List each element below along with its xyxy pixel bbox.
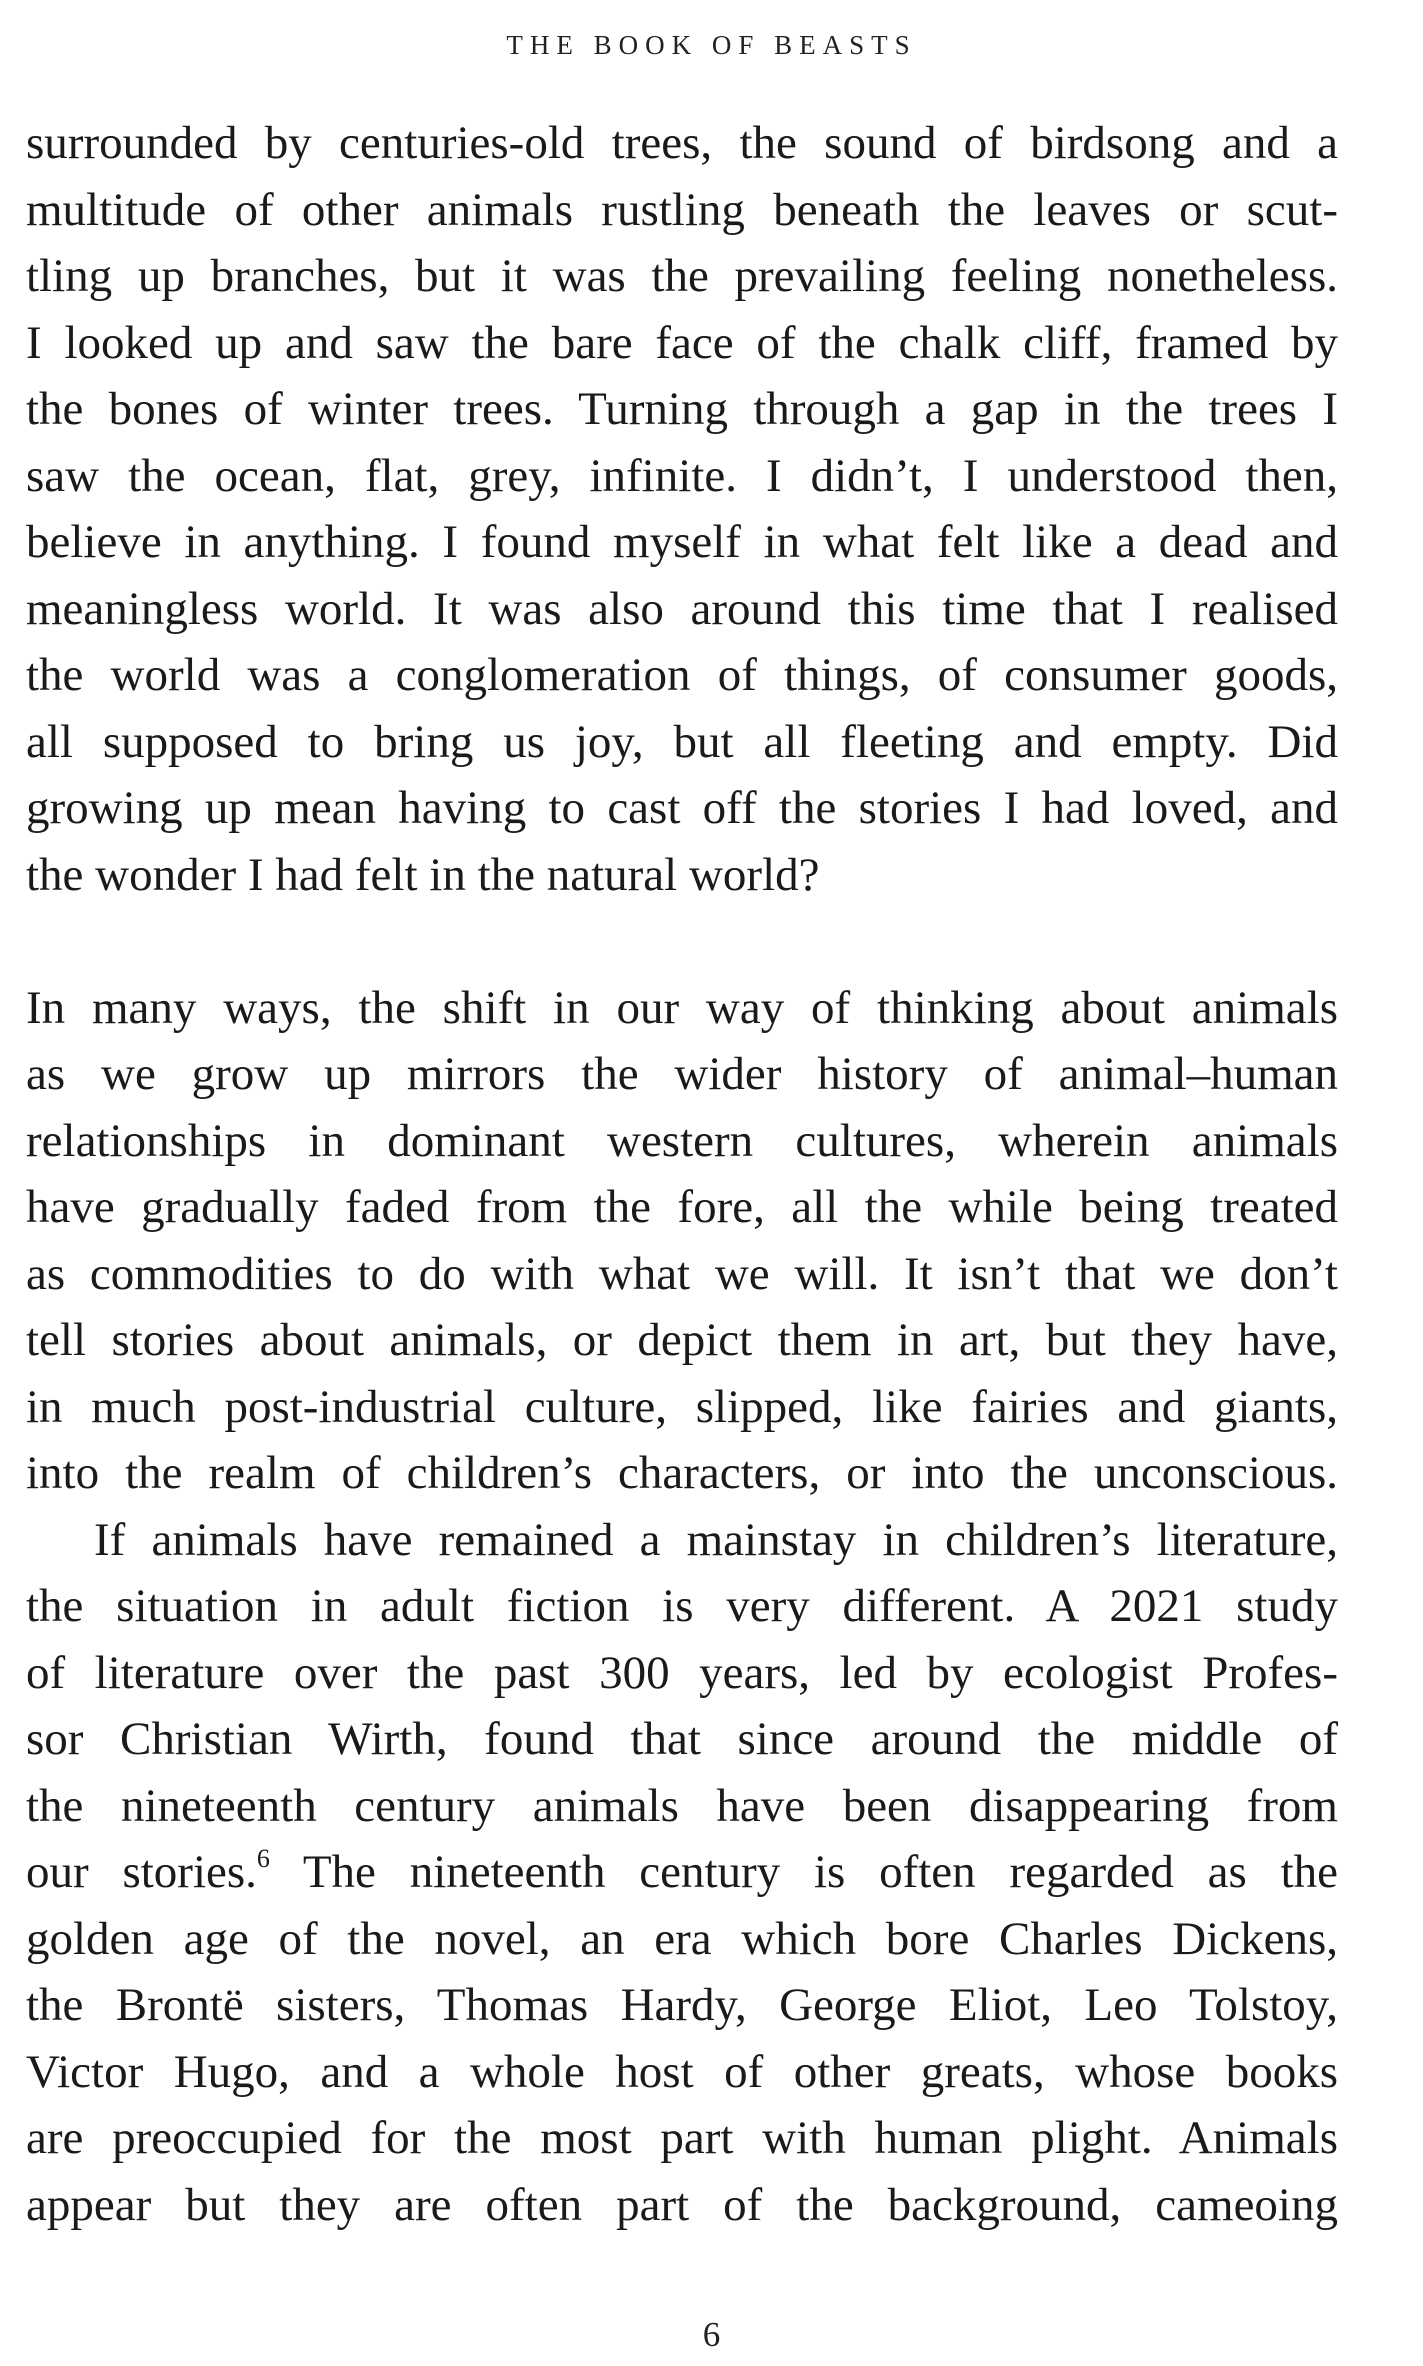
footnote-marker[interactable]: 6 (256, 1844, 270, 1873)
running-head-title: THE BOOK OF BEASTS (506, 30, 917, 60)
text-line: multitude of other animals rustling beneath the leaves or scut- (26, 183, 1338, 236)
text-line: tell stories about animals, or depict them in art, but they have, (26, 1314, 1338, 1366)
text-line: sor Christian Wirth, found that since around the middle of (26, 1713, 1338, 1765)
text-line: relationships in dominant western cultures, wherein animals (26, 1114, 1338, 1167)
text-line: growing up mean having to cast off the stories I had loved, and (26, 782, 1338, 834)
text-line: the world was a conglomeration of things, of consumer goods, (26, 649, 1338, 701)
text-line: surrounded by centuries-old trees, the sound of birdsong and a (26, 117, 1338, 169)
text-line: believe in anything. I found myself in what felt like a dead and (26, 516, 1338, 568)
text-line: the wonder I had felt in the natural world? (26, 848, 820, 901)
paragraph (26, 975, 1338, 1507)
paragraph-continued (26, 110, 1338, 908)
text-line: the Brontë sisters, Thomas Hardy, George Eliot, Leo Tolstoy, (26, 1979, 1338, 2031)
text-line: saw the ocean, flat, grey, infinite. I didn’t, I understood then, (26, 449, 1338, 502)
text-line: In many ways, the shift in our way of thinking about animals (26, 981, 1338, 1034)
text-segment: The nineteenth century is often regarded as the (269, 1846, 1338, 1898)
text-line: all supposed to bring us joy, but all fleeting and empty. Did (26, 715, 1338, 768)
paragraph (26, 1507, 1338, 2239)
text-line: tling up branches, but it was the prevailing feeling nonetheless. (26, 250, 1338, 302)
text-line: I looked up and saw the bare face of the chalk cliff, framed by (26, 316, 1338, 369)
text-line: as we grow up mirrors the wider history of animal–human (26, 1048, 1338, 1100)
section-break (26, 908, 1338, 975)
text-line: in much post-industrial culture, slipped, like fairies and giants, (26, 1380, 1338, 1433)
text-line: golden age of the novel, an era which bore Charles Dickens, (26, 1912, 1338, 1965)
text-line: the bones of winter trees. Turning through a gap in the trees I (26, 383, 1338, 435)
text-segment: our stories. (26, 1846, 257, 1898)
text-line: Victor Hugo, and a whole host of other greats, whose books (26, 2045, 1338, 2098)
page-number: 6 (702, 2315, 721, 2354)
text-line-with-footnote (26, 1839, 1338, 1906)
text-line: the situation in adult fiction is very different. A 2021 study (26, 1580, 1338, 1632)
text-line: appear but they are often part of the background, cameoing (26, 2178, 1338, 2231)
text-line: the nineteenth century animals have been disappearing from (26, 1779, 1338, 1832)
text-line: meaningless world. It was also around this time that I realised (26, 582, 1338, 635)
text-line: of literature over the past 300 years, led by ecologist Profes- (26, 1646, 1338, 1699)
text-line: as commodities to do with what we will. It isn’t that we don’t (26, 1247, 1338, 1300)
text-line: If animals have remained a mainstay in children’s literature, (94, 1513, 1338, 1566)
text-line: into the realm of children’s characters, or into the unconscious. (26, 1447, 1338, 1499)
text-line: have gradually faded from the fore, all the while being treated (26, 1181, 1338, 1233)
text-line: are preoccupied for the most part with human plight. Animals (26, 2112, 1338, 2164)
page-body (26, 110, 1338, 2238)
